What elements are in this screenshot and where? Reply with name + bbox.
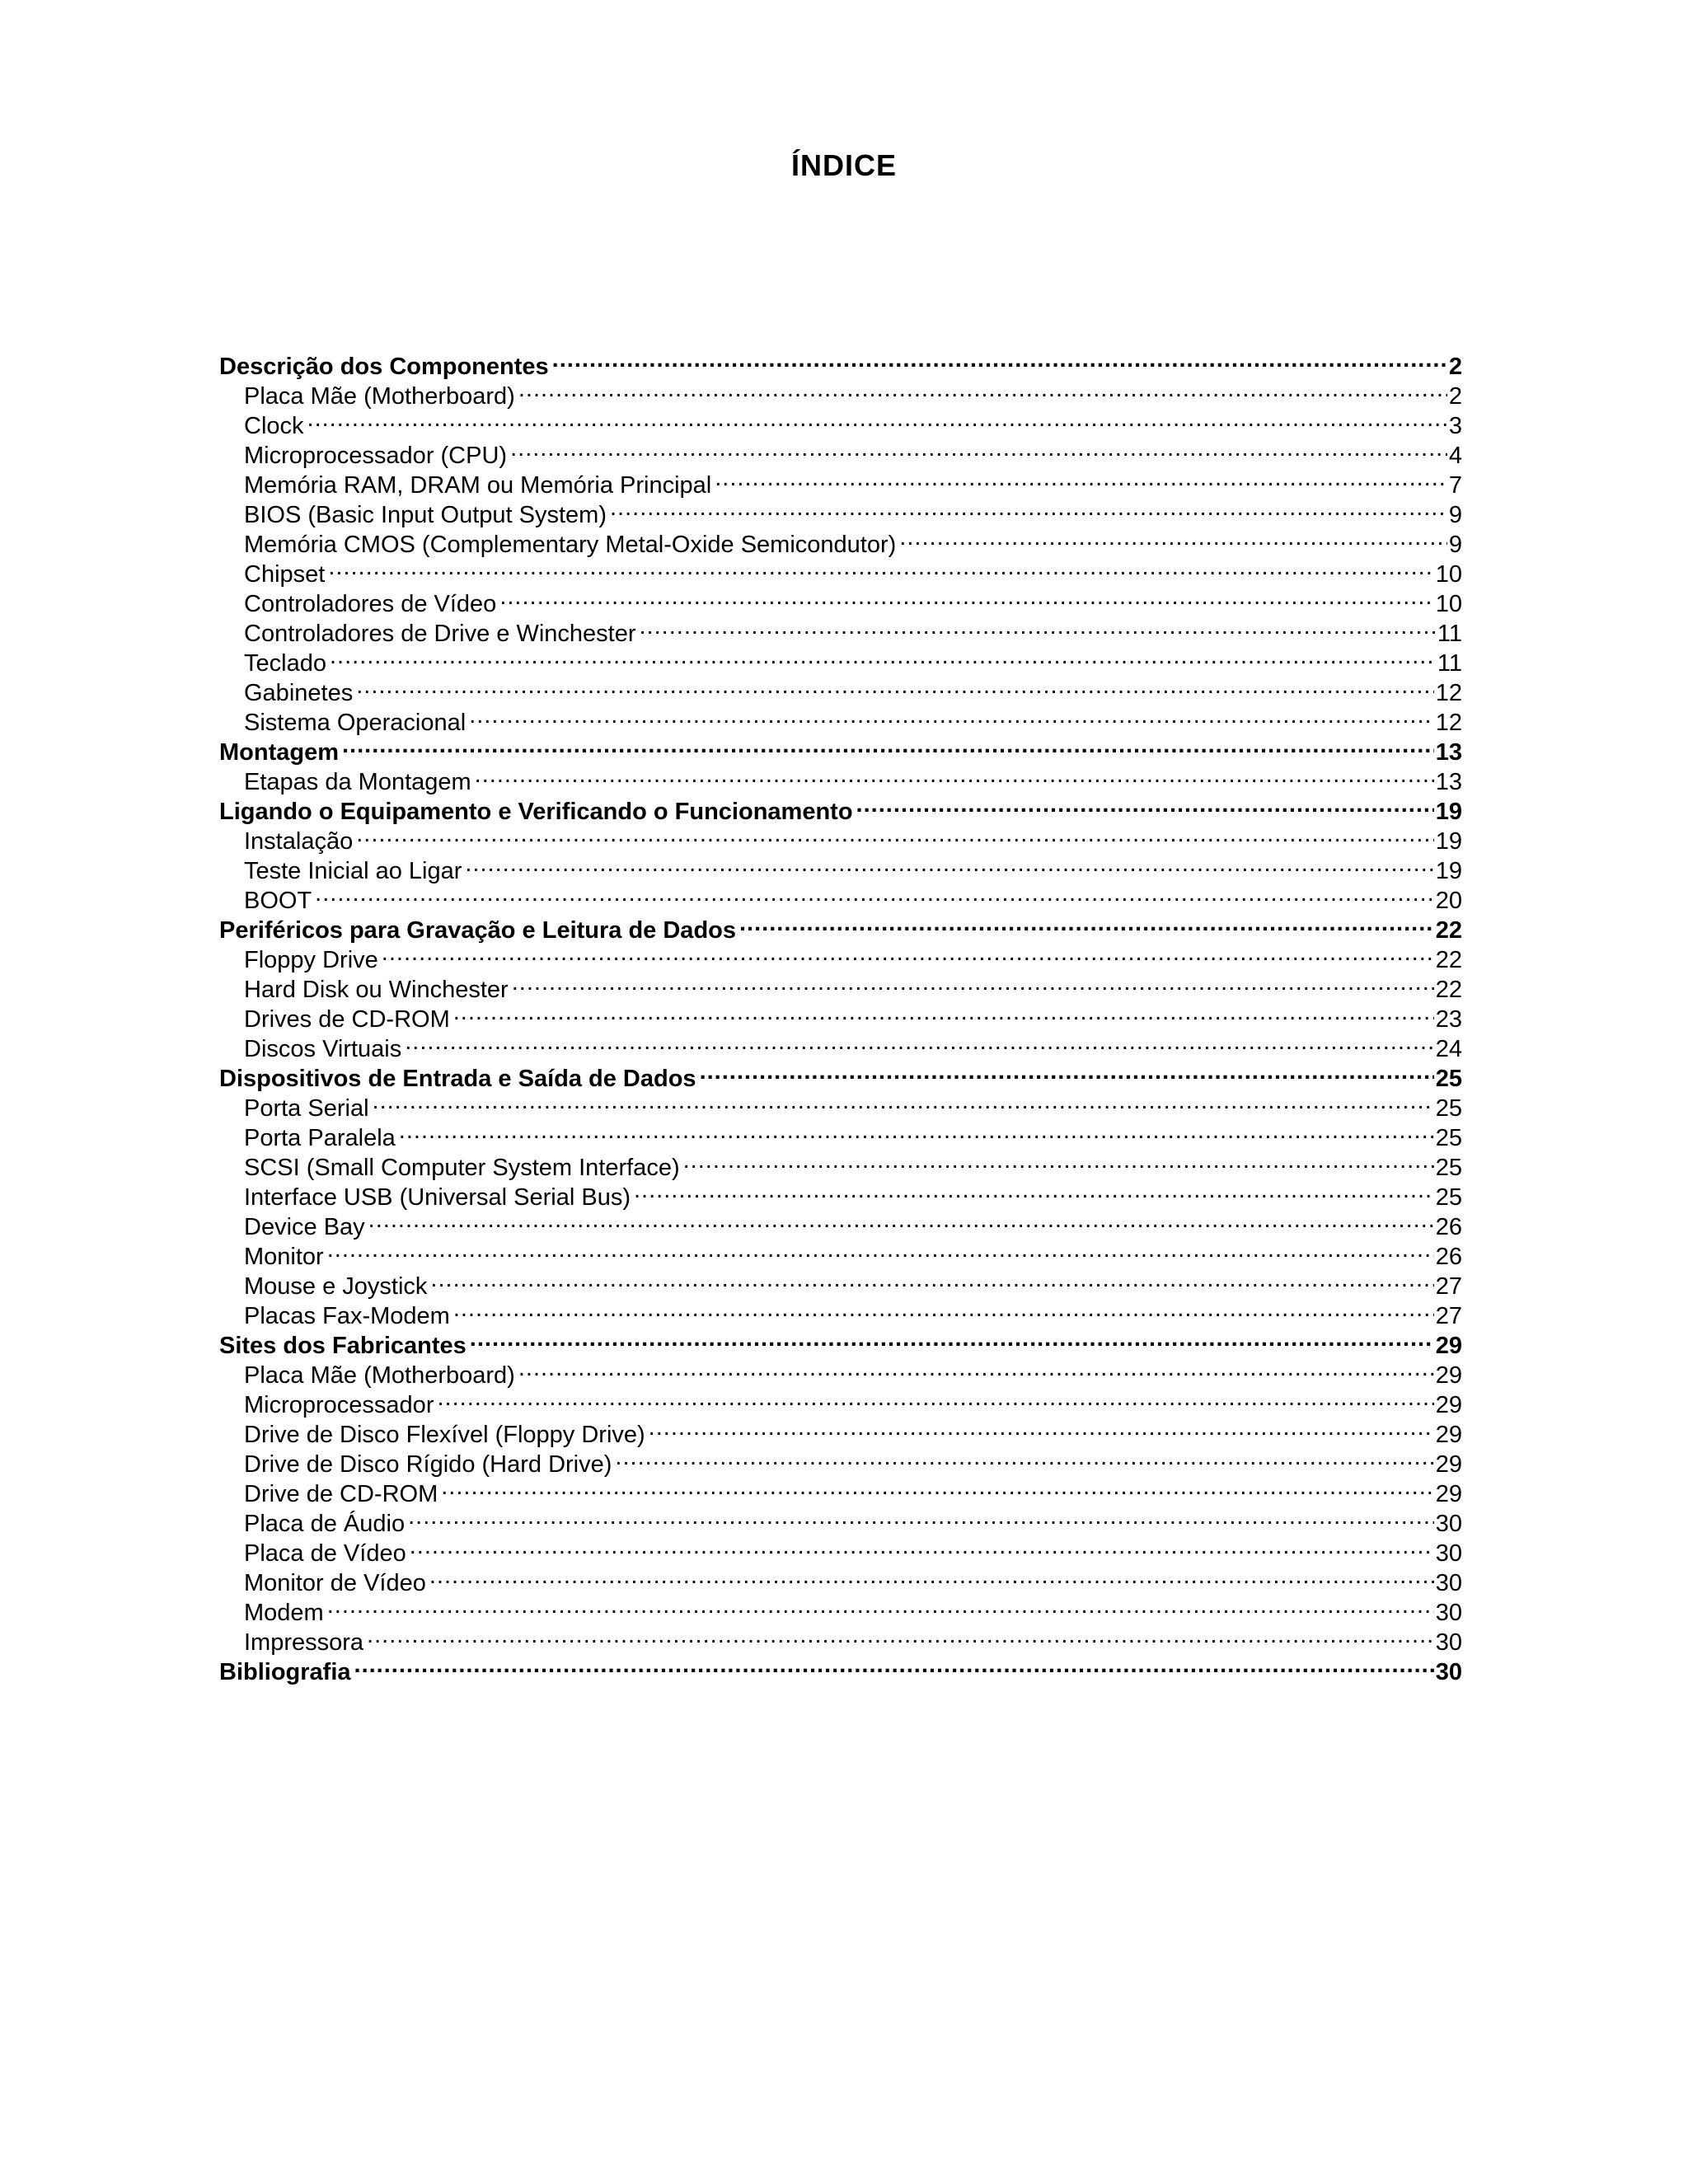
toc-page-number: 12: [1435, 710, 1462, 736]
toc-subsection-entry[interactable]: [219, 552, 1462, 588]
toc-dot-leader: [610, 493, 1447, 523]
toc-page-number: 9: [1448, 502, 1462, 528]
toc-dot-leader: [700, 1057, 1434, 1086]
toc-entry-label: Descrição dos Componentes: [219, 354, 549, 380]
toc-page-number: 22: [1435, 977, 1462, 1003]
toc-dot-leader: [499, 582, 1433, 612]
toc-entry-label: Discos Virtuais: [244, 1036, 402, 1062]
toc-dot-leader: [441, 1472, 1433, 1502]
toc-subsection-entry[interactable]: [219, 1027, 1462, 1062]
toc-dot-leader: [354, 1650, 1434, 1680]
toc-page-number: 7: [1448, 472, 1462, 499]
toc-dot-leader: [367, 1620, 1434, 1650]
table-of-contents: [219, 344, 1462, 1685]
toc-dot-leader: [512, 968, 1434, 997]
toc-entry-label: Placa Mãe (Motherboard): [244, 383, 515, 410]
toc-entry-label: Teste Inicial ao Ligar: [244, 858, 462, 884]
toc-entry-label: Interface USB (Universal Serial Bus): [244, 1184, 631, 1211]
toc-dot-leader: [510, 434, 1447, 463]
toc-page-number: 25: [1435, 1125, 1462, 1151]
toc-page-number: 19: [1435, 799, 1462, 825]
toc-dot-leader: [408, 1502, 1434, 1531]
toc-page-number: 22: [1435, 917, 1462, 944]
toc-entry-label: Drive de Disco Rígido (Hard Drive): [244, 1451, 612, 1478]
toc-dot-leader: [430, 1264, 1433, 1294]
toc-entry-label: Chipset: [244, 561, 326, 588]
toc-subsection-entry[interactable]: [219, 582, 1462, 617]
toc-subsection-entry[interactable]: [219, 1146, 1462, 1181]
toc-entry-label: Clock: [244, 413, 304, 439]
toc-dot-leader: [552, 344, 1447, 374]
toc-page-number: 25: [1435, 1184, 1462, 1211]
toc-page-number: 30: [1435, 1659, 1462, 1685]
toc-dot-leader: [410, 1531, 1434, 1561]
toc-subsection-entry[interactable]: [219, 760, 1462, 795]
toc-page-number: 27: [1435, 1273, 1462, 1300]
toc-section-entry[interactable]: [219, 908, 1462, 944]
toc-page-number: 30: [1435, 1511, 1462, 1537]
toc-entry-label: Hard Disk ou Winchester: [244, 977, 509, 1003]
toc-dot-leader: [356, 819, 1434, 849]
toc-page-number: 26: [1435, 1214, 1462, 1240]
toc-entry-label: Controladores de Vídeo: [244, 591, 497, 617]
toc-dot-leader: [615, 1442, 1433, 1472]
toc-dot-leader: [465, 849, 1433, 879]
toc-page-number: 30: [1435, 1629, 1462, 1656]
toc-subsection-entry[interactable]: [219, 1591, 1462, 1626]
toc-subsection-entry[interactable]: [219, 701, 1462, 736]
toc-dot-leader: [382, 938, 1434, 968]
toc-entry-label: Ligando o Equipamento e Verificando o Funcionamento: [219, 799, 853, 825]
toc-section-entry[interactable]: [219, 344, 1462, 380]
toc-entry-label: Bibliografia: [219, 1659, 351, 1685]
toc-entry-label: Microprocessador: [244, 1392, 434, 1418]
toc-entry-label: Placa Mãe (Motherboard): [244, 1362, 515, 1389]
toc-dot-leader: [328, 552, 1433, 582]
toc-page-number: 10: [1435, 591, 1462, 617]
toc-dot-leader: [373, 1086, 1434, 1116]
toc-page-number: 29: [1435, 1392, 1462, 1418]
toc-page-number: 25: [1435, 1155, 1462, 1181]
toc-entry-label: Placa de Vídeo: [244, 1540, 406, 1567]
toc-dot-leader: [399, 1116, 1434, 1146]
toc-entry-label: Controladores de Drive e Winchester: [244, 621, 636, 647]
toc-subsection-entry[interactable]: [219, 641, 1462, 677]
toc-subsection-entry[interactable]: [219, 1116, 1462, 1151]
toc-entry-label: Floppy Drive: [244, 947, 378, 973]
toc-dot-leader: [639, 612, 1435, 641]
toc-entry-label: BOOT: [244, 888, 312, 914]
toc-page-number: 29: [1435, 1481, 1462, 1507]
toc-entry-label: Porta Serial: [244, 1095, 369, 1122]
toc-page-number: 29: [1435, 1333, 1462, 1359]
toc-subsection-entry[interactable]: [219, 1620, 1462, 1656]
toc-entry-label: Monitor: [244, 1244, 324, 1270]
toc-dot-leader: [368, 1205, 1434, 1235]
toc-subsection-entry[interactable]: [219, 434, 1462, 469]
toc-section-entry[interactable]: [219, 1057, 1462, 1092]
toc-page-number: 10: [1435, 561, 1462, 588]
toc-entry-label: Teclado: [244, 650, 326, 677]
toc-dot-leader: [429, 1561, 1434, 1591]
toc-entry-label: SCSI (Small Computer System Interface): [244, 1155, 680, 1181]
toc-page-number: 13: [1435, 739, 1462, 766]
toc-dot-leader: [475, 760, 1434, 790]
toc-subsection-entry[interactable]: [219, 404, 1462, 439]
toc-entry-label: Placas Fax-Modem: [244, 1303, 450, 1329]
toc-entry-label: Drive de CD-ROM: [244, 1481, 438, 1507]
toc-dot-leader: [437, 1383, 1433, 1413]
toc-subsection-entry[interactable]: [219, 879, 1462, 914]
toc-dot-leader: [649, 1413, 1434, 1442]
toc-dot-leader: [634, 1175, 1434, 1205]
toc-entry-label: Microprocessador (CPU): [244, 443, 508, 469]
page-title: ÍNDICE: [790, 148, 897, 182]
toc-entry-label: Mouse e Joystick: [244, 1273, 428, 1300]
toc-subsection-entry[interactable]: [219, 938, 1462, 973]
toc-entry-label: Sistema Operacional: [244, 710, 467, 736]
toc-page-number: 25: [1435, 1066, 1462, 1092]
toc-dot-leader: [470, 1324, 1434, 1353]
toc-dot-leader: [453, 997, 1434, 1027]
toc-entry-label: Porta Paralela: [244, 1125, 396, 1151]
toc-page-number: 29: [1435, 1422, 1462, 1448]
toc-dot-leader: [327, 1591, 1434, 1620]
toc-dot-leader: [518, 374, 1447, 404]
toc-dot-leader: [683, 1146, 1434, 1175]
toc-subsection-entry[interactable]: [219, 849, 1462, 884]
toc-entry-label: Drives de CD-ROM: [244, 1006, 450, 1033]
toc-page-number: 26: [1435, 1244, 1462, 1270]
toc-dot-leader: [518, 1353, 1434, 1383]
toc-subsection-entry[interactable]: [219, 1235, 1462, 1270]
toc-dot-leader: [715, 463, 1447, 493]
toc-entry-label: Sites dos Fabricantes: [219, 1333, 467, 1359]
toc-entry-label: Impressora: [244, 1629, 364, 1656]
toc-dot-leader: [899, 523, 1447, 552]
toc-entry-label: Modem: [244, 1600, 324, 1626]
toc-page-number: 29: [1435, 1451, 1462, 1478]
toc-page-number: 27: [1435, 1303, 1462, 1329]
toc-page-number: 29: [1435, 1362, 1462, 1389]
toc-page-number: 24: [1435, 1036, 1462, 1062]
toc-entry-label: Monitor de Vídeo: [244, 1570, 426, 1596]
toc-page-number: 3: [1448, 413, 1462, 439]
toc-subsection-entry[interactable]: [219, 1264, 1462, 1300]
toc-page-number: 11: [1437, 650, 1462, 677]
toc-entry-label: Instalação: [244, 828, 354, 855]
toc-dot-leader: [739, 908, 1434, 938]
toc-dot-leader: [315, 879, 1434, 908]
toc-dot-leader: [469, 701, 1434, 730]
toc-entry-label: Gabinetes: [244, 680, 354, 706]
toc-subsection-entry[interactable]: [219, 1086, 1462, 1122]
toc-entry-label: Device Bay: [244, 1214, 365, 1240]
toc-entry-label: Drive de Disco Flexível (Floppy Drive): [244, 1422, 645, 1448]
toc-page-number: 23: [1435, 1006, 1462, 1033]
toc-page-number: 2: [1448, 354, 1462, 380]
toc-page-number: 20: [1435, 888, 1462, 914]
toc-page-number: 19: [1435, 858, 1462, 884]
toc-page-number: 25: [1435, 1095, 1462, 1122]
toc-dot-leader: [342, 730, 1434, 760]
toc-section-entry[interactable]: [219, 1650, 1462, 1685]
toc-page-number: 19: [1435, 828, 1462, 855]
toc-page-number: 30: [1435, 1600, 1462, 1626]
toc-entry-label: Montagem: [219, 739, 339, 766]
toc-page-number: 22: [1435, 947, 1462, 973]
toc-dot-leader: [453, 1294, 1434, 1324]
toc-page-number: 13: [1435, 769, 1462, 795]
toc-section-entry[interactable]: [219, 730, 1462, 766]
toc-entry-label: Dispositivos de Entrada e Saída de Dados: [219, 1066, 696, 1092]
toc-page-number: 4: [1448, 443, 1462, 469]
toc-page-number: 12: [1435, 680, 1462, 706]
toc-entry-label: Memória CMOS (Complementary Metal-Oxide Semicondutor): [244, 532, 897, 558]
toc-entry-label: BIOS (Basic Input Output System): [244, 502, 607, 528]
toc-entry-label: Etapas da Montagem: [244, 769, 471, 795]
toc-dot-leader: [405, 1027, 1433, 1057]
toc-page-number: 9: [1448, 532, 1462, 558]
toc-subsection-entry[interactable]: [219, 671, 1462, 706]
toc-entry-label: Placa de Áudio: [244, 1511, 406, 1537]
toc-dot-leader: [307, 404, 1447, 434]
toc-subsection-entry[interactable]: [219, 819, 1462, 855]
toc-subsection-entry[interactable]: [219, 1205, 1462, 1240]
toc-page-number: 2: [1448, 383, 1462, 410]
toc-dot-leader: [356, 671, 1434, 701]
toc-page-number: 30: [1435, 1540, 1462, 1567]
toc-dot-leader: [327, 1235, 1434, 1264]
toc-page-number: 30: [1435, 1570, 1462, 1596]
toc-page-number: 11: [1437, 621, 1462, 647]
toc-entry-label: Memória RAM, DRAM ou Memória Principal: [244, 472, 712, 499]
toc-subsection-entry[interactable]: [219, 968, 1462, 1003]
toc-dot-leader: [330, 641, 1436, 671]
toc-dot-leader: [856, 790, 1434, 819]
toc-entry-label: Periféricos para Gravação e Leitura de Dados: [219, 917, 736, 944]
